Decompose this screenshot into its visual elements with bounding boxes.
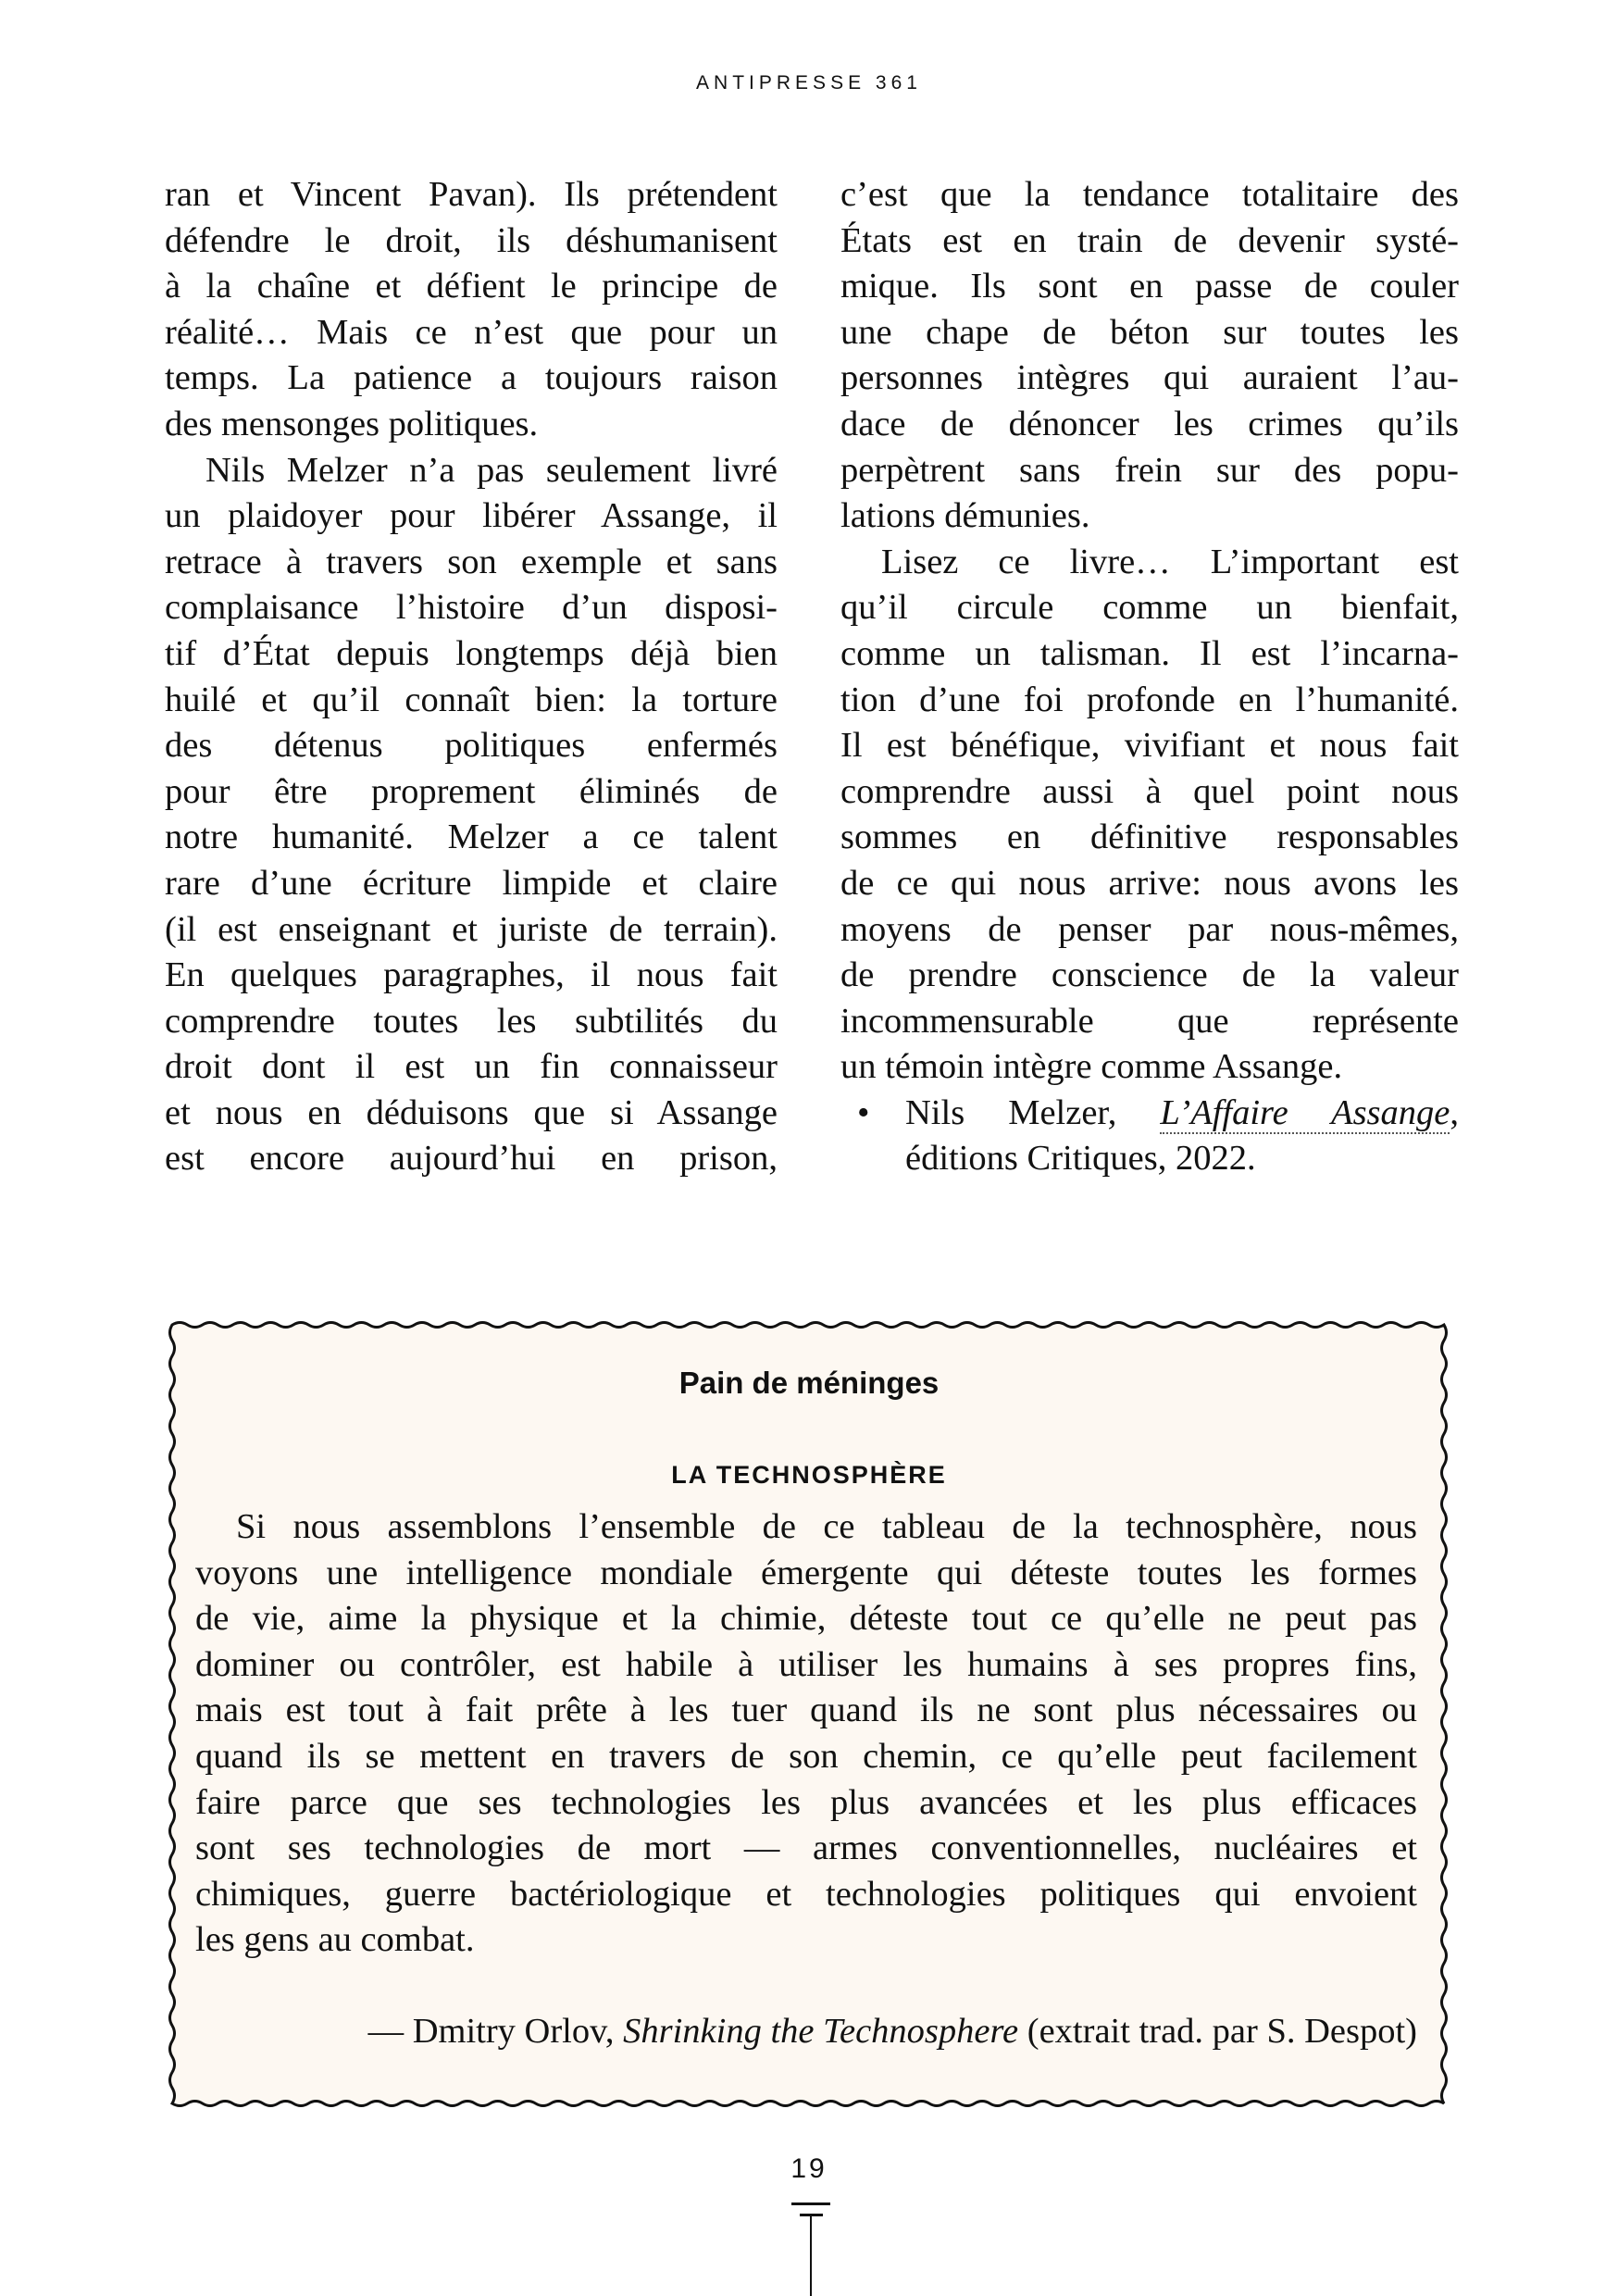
text-line: faire parce que ses technologies les plus avancées et les plus efficaces <box>195 1782 1417 1822</box>
text-line: lations démunies. <box>840 496 1090 536</box>
page-stem-line <box>810 2214 812 2296</box>
text-line: (il est enseignant et juriste de terrain). <box>165 909 778 949</box>
text-line: quand ils se mettent en travers de son chemin, ce qu’elle peut facilement <box>195 1736 1417 1776</box>
attribution-author: — Dmitry Orlov, <box>367 2012 624 2051</box>
box-title: Pain de méninges <box>678 1366 940 1400</box>
quote-attribution <box>195 2009 1417 2055</box>
text-line: sont ses technologies de mort — armes conventionnelles, nucléaires et <box>195 1828 1417 1868</box>
text-line: c’est que la tendance totalitaire des <box>840 175 1459 214</box>
text-line: huilé et qu’il connaît bien: la torture <box>165 680 778 719</box>
text-line: Il est bénéfique, vivifiant et nous fait <box>840 726 1459 766</box>
text-line: un plaidoyer pour libérer Assange, il <box>165 496 778 536</box>
book-reference <box>840 1091 1459 1182</box>
text-line: personnes intègres qui auraient l’au- <box>840 358 1459 398</box>
text-line: comprendre aussi à quel point nous <box>840 771 1459 811</box>
text-line: Nils Melzer n’a pas seulement livré <box>205 450 778 490</box>
text-line: comprendre toutes les subtilités du <box>165 1001 778 1041</box>
reference-punct: , <box>1450 1092 1459 1132</box>
text-line: à la chaîne et défient le principe de <box>165 267 778 306</box>
text-line: de vie, aime la physique et la chimie, déteste tout ce qu’elle ne peut pas <box>195 1599 1417 1639</box>
text-line: Lisez ce livre… L’important est <box>881 542 1459 581</box>
text-line: temps. La patience a toujours raison <box>165 358 778 398</box>
reference-publisher: éditions Critiques, 2022. <box>905 1139 1256 1179</box>
text-line: qu’il circule comme un bienfait, <box>840 588 1459 628</box>
box-quote <box>195 1504 1417 1964</box>
running-head: ANTIPRESSE 361 <box>696 72 922 94</box>
text-line: moyens de penser par nous-mêmes, <box>840 909 1459 949</box>
text-line: mais est tout à fait prête à les tuer quand ils ne sont plus nécessaires ou <box>195 1691 1417 1730</box>
text-line: mique. Ils sont en passe de couler <box>840 267 1459 306</box>
text-line: États est en train de devenir systé- <box>840 220 1459 260</box>
text-line: de ce qui nous arrive: nous avons les <box>840 863 1459 903</box>
text-line: ran et Vincent Pavan). Ils prétendent <box>165 175 778 214</box>
article-column-right <box>840 172 1459 1182</box>
text-line: voyons une intelligence mondiale émergente qui déteste toutes les formes <box>195 1553 1417 1592</box>
text-line: tion d’une foi profonde en l’humanité. <box>840 680 1459 719</box>
text-line: Si nous assemblons l’ensemble de ce tableau de la technosphère, nous <box>236 1507 1417 1546</box>
box-subtitle: LA TECHNOSPHÈRE <box>671 1461 947 1489</box>
book-title-link[interactable]: L’Affaire Assange <box>1160 1092 1450 1132</box>
text-line: complaisance l’histoire d’un disposi- <box>165 588 778 628</box>
text-line: tif d’État depuis longtemps déjà bien <box>165 633 778 673</box>
text-line: pour être proprement éliminés de <box>165 771 778 811</box>
text-line: sommes en définitive responsables <box>840 817 1459 857</box>
text-line: les gens au combat. <box>195 1920 475 1960</box>
text-line: rare d’une écriture limpide et claire <box>165 863 778 903</box>
text-line: dominer ou contrôler, est habile à utiliser les humains à ses propres fins, <box>195 1644 1417 1684</box>
text-line: droit dont il est un fin connaisseur <box>165 1047 778 1087</box>
text-line: comme un talisman. Il est l’incarna- <box>840 633 1459 673</box>
text-line: perpètrent sans frein sur des popu- <box>840 450 1459 490</box>
attribution-work: Shrinking the Technosphere <box>623 2012 1019 2051</box>
bullet-icon: • <box>857 1092 870 1132</box>
text-line: retrace à travers son exemple et sans <box>165 542 778 581</box>
page-number: 19 <box>790 2153 828 2184</box>
text-line: chimiques, guerre bactériologique et technologies politiques qui envoient <box>195 1874 1417 1914</box>
page-rule-top <box>791 2202 830 2205</box>
text-line: et nous en déduisons que si Assange <box>165 1092 778 1132</box>
text-line: dace de dénoncer les crimes qu’ils <box>840 404 1459 443</box>
reference-author: Nils Melzer, <box>905 1092 1161 1132</box>
text-line: En quelques paragraphes, il nous fait <box>165 955 778 995</box>
text-line: incommensurable que représente <box>840 1001 1459 1041</box>
text-line: défendre le droit, ils déshumanisent <box>165 220 778 260</box>
article-column-left <box>165 172 778 1182</box>
text-line: est encore aujourd’hui en prison, <box>165 1139 778 1179</box>
text-line: réalité… Mais ce n’est que pour un <box>165 312 778 352</box>
text-line: une chape de béton sur toutes les <box>840 312 1459 352</box>
text-line: des détenus politiques enfermés <box>165 726 778 766</box>
text-line: des mensonges politiques. <box>165 404 539 443</box>
text-line: notre humanité. Melzer a ce talent <box>165 817 778 857</box>
attribution-note: (extrait trad. par S. Despot) <box>1018 2012 1417 2051</box>
text-line: un témoin intègre comme Assange. <box>840 1047 1343 1087</box>
text-line: de prendre conscience de la valeur <box>840 955 1459 995</box>
